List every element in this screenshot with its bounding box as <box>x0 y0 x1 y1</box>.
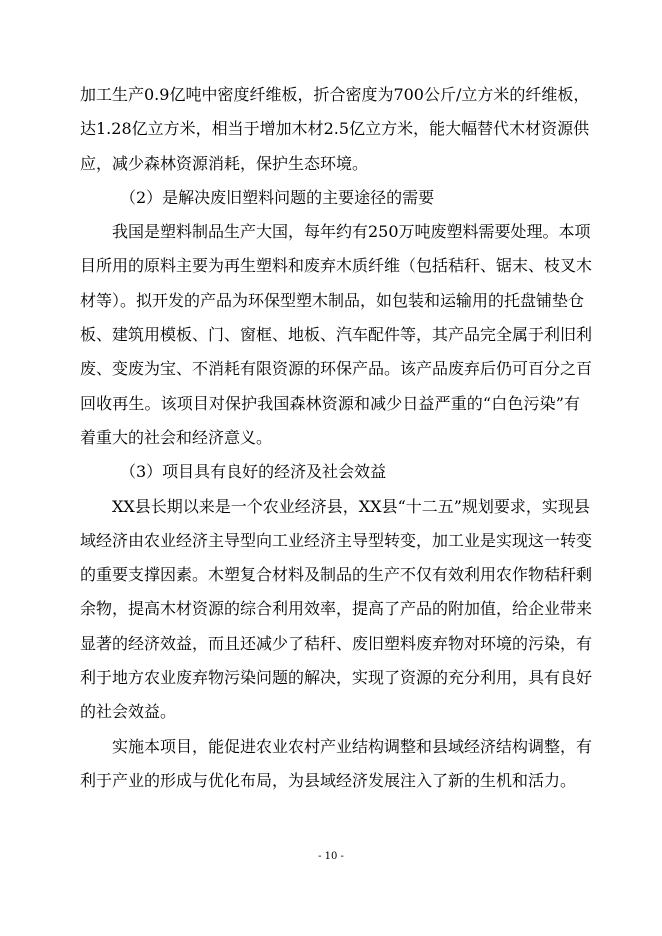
text-line: XX县长期以来是一个农业经济县，XX县“十二五”规划要求，实现县 <box>112 496 590 516</box>
text-line: 显著的经济效益，而且还减少了秸秆、废旧塑料废弃物对环境的污染，有 <box>80 633 593 653</box>
text-line: 域经济由农业经济主导型向工业经济主导型转变，加工业是实现这一转变 <box>80 530 593 550</box>
text-line: 达1.28亿立方米，相当于增加木材2.5亿立方米，能大幅替代木材资源供 <box>80 119 590 139</box>
text-line: 的重要支撑因素。木塑复合材料及制品的生产不仅有效利用农作物秸秆剩 <box>80 565 593 585</box>
text-line: 的社会效益。 <box>80 702 177 722</box>
text-line: 废、变废为宝、不消耗有限资源的环保产品。该产品废弃后仍可百分之百 <box>80 359 593 379</box>
page-number: - 10 - <box>318 851 344 862</box>
text-line: 加工生产0.9亿吨中密度纤维板，折合密度为700公斤/立方米的纤维板， <box>80 85 590 104</box>
text-line: 回收再生。该项目对保护我国森林资源和减少日益严重的“白色污染”有 <box>80 393 580 413</box>
text-line: 实施本项目，能促进农业农村产业结构调整和县域经济结构调整，有 <box>112 736 593 756</box>
text-line: 利于产业的形成与优化布局，为县域经济发展注入了新的生机和活力。 <box>80 770 577 790</box>
text-line: 余物，提高木材资源的综合利用效率，提高了产品的附加值，给企业带来 <box>80 599 593 619</box>
text-line: 板、建筑用模板、门、窗框、地板、汽车配件等，其产品完全属于利旧利 <box>80 325 593 345</box>
section-heading: （2）是解决废旧塑料问题的主要途径的需要 <box>120 187 435 207</box>
document-body <box>80 78 593 798</box>
text-line: 应，减少森林资源消耗，保护生态环境。 <box>80 153 369 173</box>
text-line: 材等）。拟开发的产品为环保型塑木制品，如包装和运输用的托盘铺垫仓 <box>80 290 585 310</box>
text-line: 着重大的社会和经济意义。 <box>80 427 273 447</box>
text-line: 利于地方农业废弃物污染问题的解决，实现了资源的充分利用，具有良好 <box>80 668 593 688</box>
text-line: 我国是塑料制品生产大国，每年约有250万吨废塑料需要处理。本项 <box>112 222 591 242</box>
text-line: 目所用的原料主要为再生塑料和废弃木质纤维（包括秸秆、锯末、枝叉木 <box>80 256 593 276</box>
section-heading: （3）项目具有良好的经济及社会效益 <box>120 462 387 482</box>
